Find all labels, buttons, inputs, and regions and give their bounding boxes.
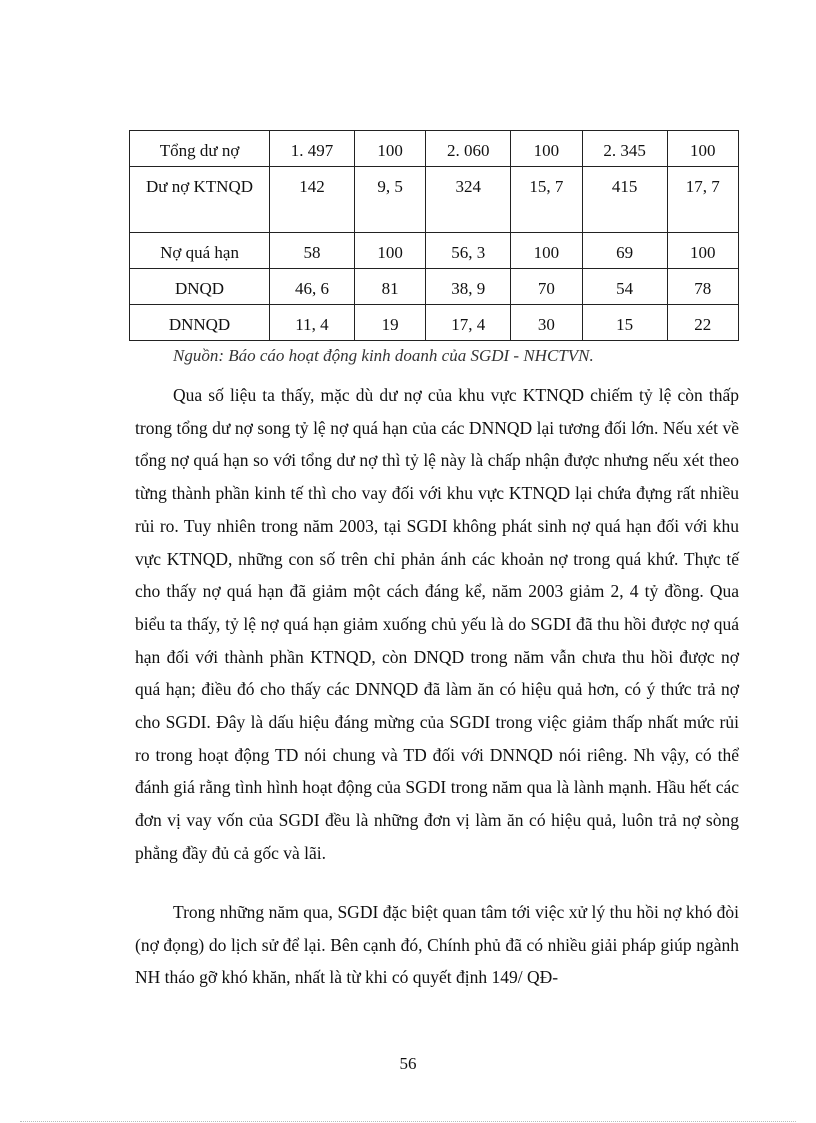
table-cell: 30 [511,305,582,341]
page-number: 56 [399,1054,417,1073]
table-cell: 2. 345 [582,131,667,167]
table-cell: 70 [511,269,582,305]
table-cell: 54 [582,269,667,305]
table-row [130,305,739,341]
table-row [130,269,739,305]
table-cell: 100 [511,131,582,167]
table-cell: 100 [667,233,739,269]
table-cell: 22 [667,305,739,341]
table-cell: 78 [667,269,739,305]
page-divider [20,1121,796,1122]
table-cell: 1. 497 [270,131,355,167]
table-cell: 324 [426,167,511,233]
table-cell: 100 [667,131,739,167]
table-cell: 69 [582,233,667,269]
row-label: Dư nợ KTNQD [130,167,270,233]
table-cell: 142 [270,167,355,233]
table-cell: 17, 4 [426,305,511,341]
row-label: DNQD [130,269,270,305]
table-cell: 56, 3 [426,233,511,269]
source-note: Nguồn: Báo cáo hoạt động kinh doanh của SGDI - NHCTVN. [173,346,594,365]
table-row [130,233,739,269]
body-paragraph: Trong những năm qua, SGDI đặc biệt quan tâm tới việc xử lý thu hồi nợ khó đòi (nợ đọng) do lịch sử để lại. Bên cạnh đó, Chính phủ đã có nhiều giải pháp giúp ngành NH tháo gỡ khó khăn, nhất là từ khi có quyết định 149/ QĐ- [135,902,739,988]
table-cell: 81 [354,269,425,305]
debt-table [129,130,739,341]
row-label: Tổng dư nợ [130,131,270,167]
table-cell: 2. 060 [426,131,511,167]
table-cell: 100 [511,233,582,269]
table-cell: 58 [270,233,355,269]
table-cell: 100 [354,131,425,167]
table-cell: 46, 6 [270,269,355,305]
table-cell: 415 [582,167,667,233]
body-paragraph: Qua số liệu ta thấy, mặc dù dư nợ của khu vực KTNQD chiếm tỷ lệ còn thấp trong tổng dư nợ song tỷ lệ nợ quá hạn của các DNNQD lại tương đối lớn. Nếu xét về tổng nợ quá hạn so với tổng dư nợ thì tỷ lệ này là chấp nhận được nhưng nếu xét theo từng thành phần kinh tế thì cho vay đối với khu vực KTNQD lại chứa đựng rất nhiều rủi ro. Tuy nhiên trong năm 2003, tại SGDI không phát sinh nợ quá hạn đối với khu vực KTNQD, những con số trên chỉ phản ánh các khoản nợ trong quá khứ. Thực tế cho thấy nợ quá hạn đã giảm một cách đáng kể, năm 2003 giảm 2, 4 tỷ đồng. Qua biểu ta thấy, tỷ lệ nợ quá hạn giảm xuống chủ yếu là do SGDI đã thu hồi được nợ quá hạn đối với thành phần KTNQD, còn DNQD trong năm vẫn chưa thu hồi được nợ quá hạn; điều đó cho thấy các DNNQD đã làm ăn có hiệu quả hơn, có ý thức trả nợ cho SGDI. Đây là dấu hiệu đáng mừng của SGDI trong việc giảm thấp nhất mức rủi ro trong hoạt động TD nói chung và TD đối với DNNQD nói riêng. Nh vậy, có thể đánh giá rằng tình hình hoạt động của SGDI trong năm qua là lành mạnh. Hầu hết các đơn vị vay vốn của SGDI đều là những đơn vị làm ăn có hiệu quả, luôn trả nợ sòng phẳng đầy đủ cả gốc và lãi. [135,385,739,863]
table-row [130,167,739,233]
table-cell: 15 [582,305,667,341]
table-cell: 9, 5 [354,167,425,233]
table-cell: 17, 7 [667,167,739,233]
table-cell: 19 [354,305,425,341]
table-cell: 100 [354,233,425,269]
row-label: DNNQD [130,305,270,341]
row-label: Nợ quá hạn [130,233,270,269]
table-cell: 15, 7 [511,167,582,233]
table-row [130,131,739,167]
table-cell: 11, 4 [270,305,355,341]
table-cell: 38, 9 [426,269,511,305]
